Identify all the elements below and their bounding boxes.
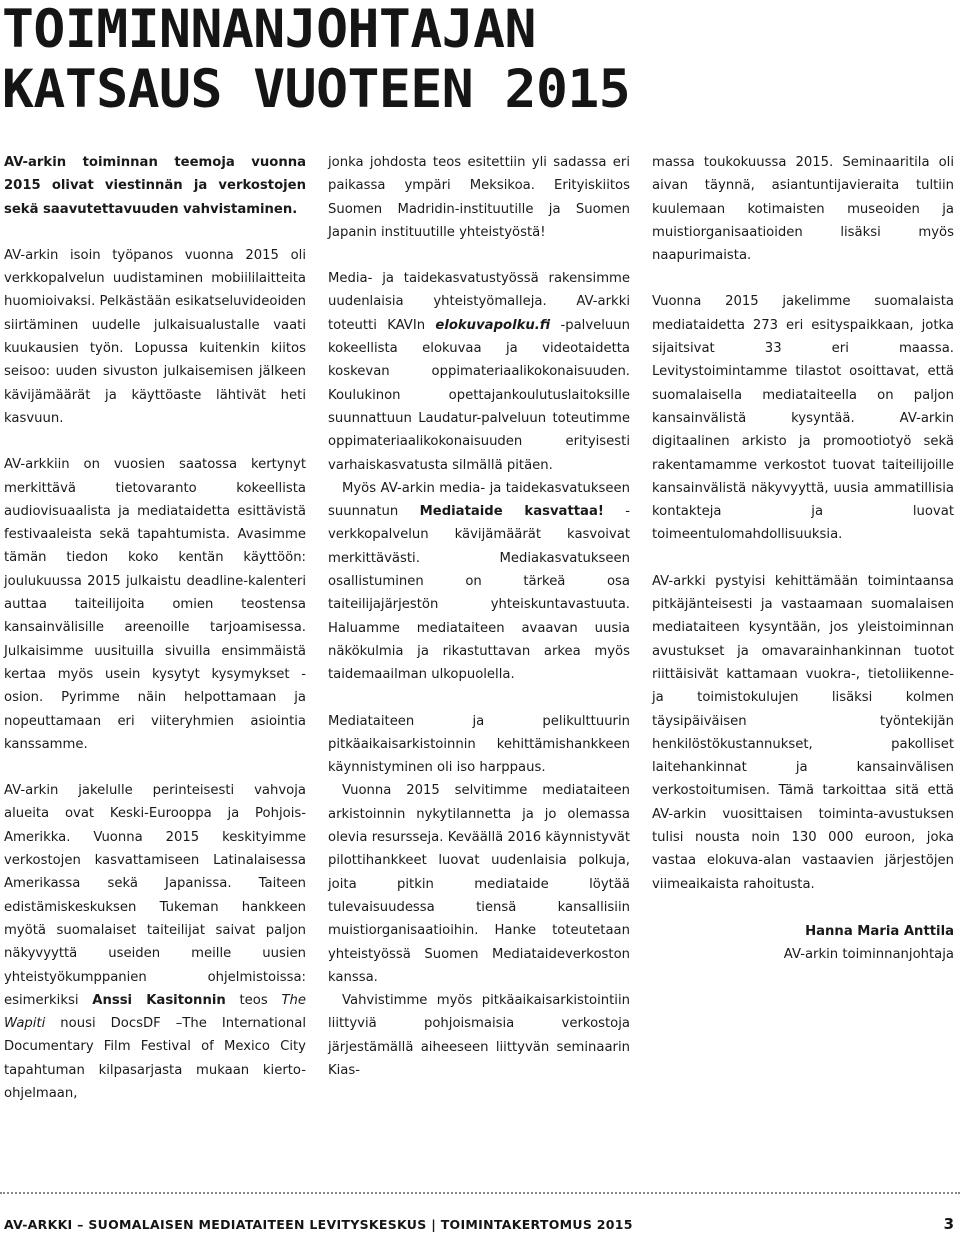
- column-1: [4, 151, 306, 1105]
- paragraph-seminar: massa toukokuussa 2015. Seminaaritila oli aivan täynnä, asiantuntijavieraita tultiin kuulemaan kotimaisten museoiden ja muistiorganisaatioiden lisäksi myös naapurimaista.: [652, 155, 954, 264]
- footer-text: AV-ARKKI – SUOMALAISEN MEDIATAITEEN LEVITYSKESKUS | TOIMINTAKERTOMUS 2015: [4, 1217, 633, 1232]
- paragraph-archiving-status: Vuonna 2015 selvitimme mediataiteen arkistoinnin nykytilannetta ja jo olemassa olevia resursseja. Keväällä 2016 käynnistyvät pilottihankkeet luovat uudenlaisia polkuja, joita pitkin mediataide löytää tulevaisuudessa tiensä kansallisiin muistiorganisaatioihin. Hanke toteutetaan yhteistyössä Suomen Mediataideverkoston kanssa.: [328, 783, 630, 985]
- column-2: [328, 151, 630, 1082]
- paragraph-nordic-networks: Vahvistimme myös pitkäaikaisarkistointiin liittyviä pohjoismaisia verkostoja järjestämällä aiheeseen liittyvän seminaarin Kias-: [328, 993, 630, 1078]
- service-name: Mediataide kasvattaa!: [419, 504, 604, 520]
- lead-paragraph: AV-arkin toiminnan teemoja vuonna 2015 olivat viestinnän ja verkostojen sekä saavutettavuuden vahvistaminen.: [4, 155, 306, 217]
- signature-role: AV-arkin toiminnanjohtaja: [783, 947, 954, 963]
- work-title: The Wapiti: [4, 992, 306, 1032]
- text-run: nousi DocsDF –The International Documentary Film Festival of Mexico City tapahtuman kilpasarjasta mukaan kierto-ohjelmaan,: [4, 1016, 306, 1101]
- paragraph-mediataide-kasvattaa: [328, 477, 630, 687]
- paragraph-deadline-calendar: AV-arkkiin on vuosien saatossa kertynyt merkittävä tietovaranto kokeellista audiovisuaalista ja mediataidetta esittävistä festivaaleista sekä tapahtumista. Avasimme tämän tiedon koko kentän käyttöön: joulukuussa 2015 julkaistu deadline-kalenteri auttaa taiteilijoita omien teostensa kansainvälisille areenoille tarjoamisessa. Julkaisimme uusituilla sivuilla ensimmäistä kertaa myös usein kysytyt kysymykset -osion. Pyrimme näin helpottamaan ja nopeuttamaan eri viiteryhmien asiointia kanssamme.: [4, 457, 306, 752]
- text-run: teos: [225, 992, 282, 1008]
- text-run: -palveluun kokeellista elokuvaa ja videotaidetta koskevan oppimateriaalikokonaisuuden. Koulukinon opettajankoulutuslaitoksille suunnattuun Laudatur-palveluun toteutimme oppimateriaalikokonaisuuden erityisesti varhaiskasvatusta silmällä pitäen.: [328, 317, 630, 473]
- paragraph-distribution-stats: Vuonna 2015 jakelimme suomalaista mediataidetta 273 eri esityspaikkaan, jotka sijaitsivat 33 eri maassa. Levitystoimintamme tilastot osoittavat, että suomalaisella mediataiteella on paljon kansainvälistä kysyntää. AV-arkin digitaalinen arkisto ja promootiotyö sekä rakentamamme verkostot tuovat taiteilijoille kansainvälistä näkyvyyttä, uusia ammatillisia kontakteja ja luovat toimeentulomahdollisuuksia.: [652, 294, 954, 543]
- title-line-2: KATSAUS VUOTEEN 2015: [2, 59, 631, 120]
- paragraph-web-service: AV-arkin isoin työpanos vuonna 2015 oli verkkopalvelun uudistaminen mobiililaitteita huomioivaksi. Pelkästään esikatseluvideoiden siirtäminen uudelle julkaisualustalle vaati kuukausien työn. Lopussa kuitenkin kiitos seisoo: uuden sivuston julkaisemisen jälkeen kävijämäärät ja käyttöaste lähtivät heti kasvuun.: [4, 247, 306, 426]
- paragraph-media-education: [328, 267, 630, 477]
- title-line-1: TOIMINNANJOHTAJAN: [2, 0, 536, 60]
- page-title: [2, 0, 952, 120]
- signature-name: Hanna Maria Anttila: [805, 923, 954, 939]
- service-link: elokuvapolku.fi: [435, 317, 551, 333]
- text-run: AV-arkin jakelulle perinteisesti vahvoja alueita ovat Keski-Eurooppa ja Pohjois-Amerikka. Vuonna 2015 keskityimme verkostojen kasvattamiseen Latinalaisessa Amerikassa sekä Japanissa. Taiteen edistämiskeskuksen Tukeman hankkeen myötä suomalaiset taiteilijat saivat paljon näkyvyyttä useiden meille uusien yhteistyökumppanien ohjelmistoissa: esimerkiksi: [4, 783, 306, 1008]
- text-run: -verkkopalvelun kävijämäärät kasvoivat merkittävästi. Mediakasvatukseen osallistuminen on tärkeä osa taiteilijajärjestön yhteiskuntavastuuta. Haluamme mediataiteen avaavan uusia näkökulmia ja rikastuttavan arkea myös taidemaailman ulkopuolella.: [328, 504, 630, 683]
- signature: [652, 920, 954, 967]
- artist-name: Anssi Kasitonnin: [92, 992, 226, 1008]
- column-3: [652, 151, 954, 967]
- page-number: 3: [943, 1215, 954, 1233]
- paragraph-distribution: [4, 779, 306, 1105]
- paragraph-funding: AV-arkki pystyisi kehittämään toimintaansa pitkäjänteisesti ja vastaamaan suomalaisen mediataiteen kysyntään, jos yleistoiminnan avustukset ja omavarainhankinnan tuotot riittäisivät kattamaan vuokra-, tietoliikenne- ja toimistokulujen lisäksi kolmen täysipäiväisen työntekijän henkilöstökustannukset, pakolliset laitehankinnat ja kansainvälisen verkostoitumisen. Tämä tarkoittaa sitä että AV-arkin vuosittaisen toiminta-avustuksen tulisi nousta noin 130 000 euroon, joka vastaa elokuva-alan vastaavien järjestöjen viimeaikaista rahoitusta.: [652, 573, 954, 892]
- paragraph-mexico: jonka johdosta teos esitettiin yli sadassa eri paikassa ympäri Meksikoa. Erityiskiitos Suomen Madridin-instituutille ja Suomen Japanin instituutille yhteistyöstä!: [328, 155, 630, 240]
- text-run: Myös AV-arkin media- ja taidekasvatukseen suunnatun: [328, 480, 630, 520]
- text-run: Media- ja taidekasvatustyössä rakensimme uudenlaisia yhteistyömalleja. AV-arkki toteutti KAVIn: [328, 271, 630, 333]
- paragraph-archiving-project: Mediataiteen ja pelikulttuurin pitkäaikaisarkistoinnin kehittämishankkeen käynnistyminen oli iso harppaus.: [328, 713, 630, 776]
- footer-divider: [0, 1192, 960, 1194]
